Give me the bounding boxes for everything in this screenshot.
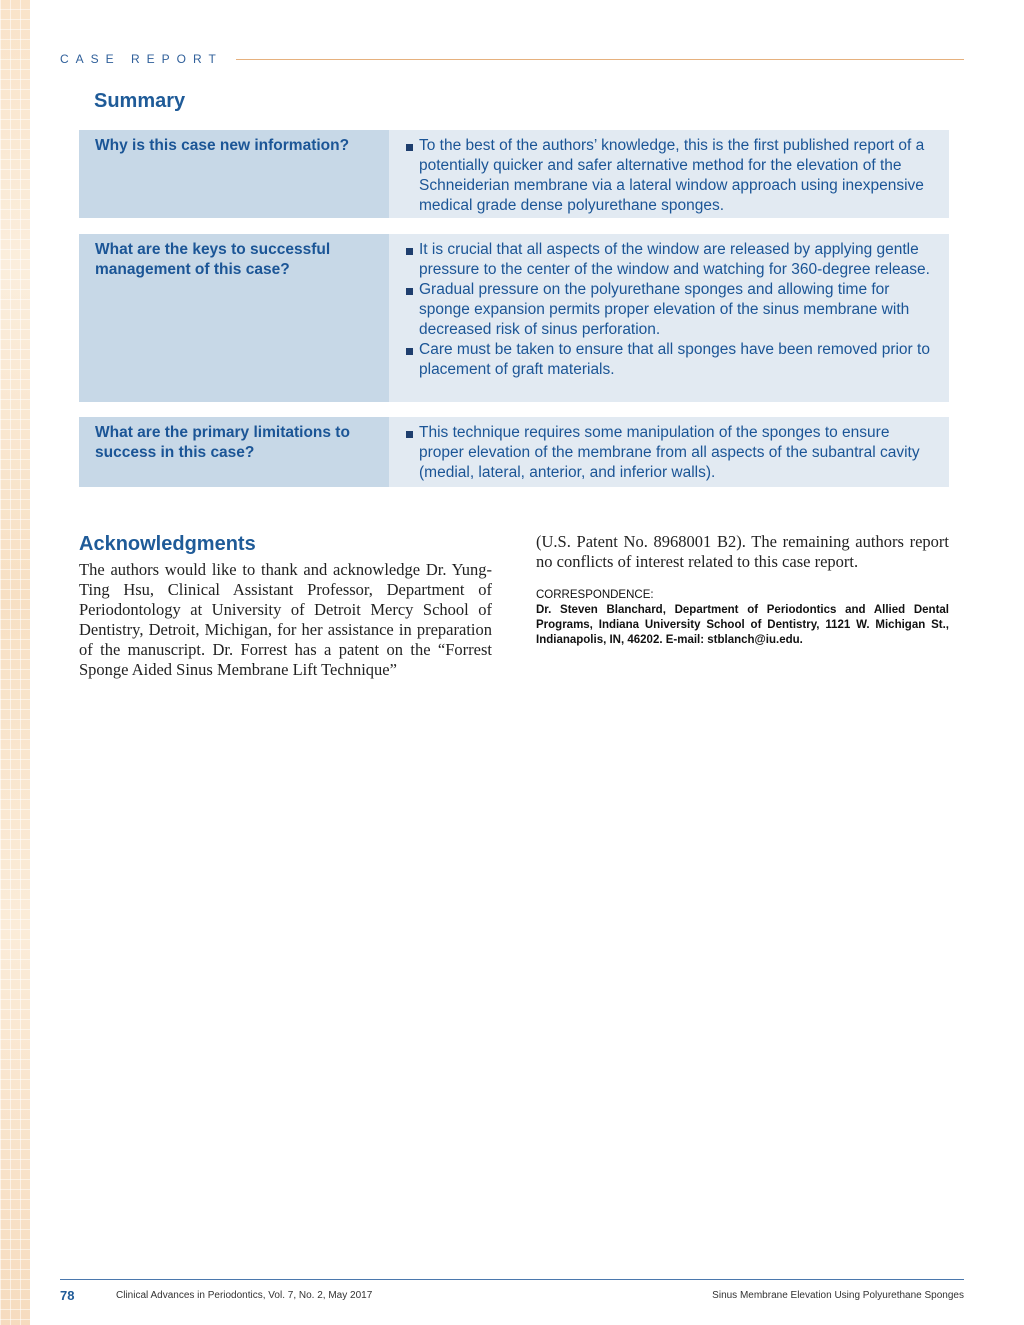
acknowledgments-text-continued: (U.S. Patent No. 8968001 B2). The remaining authors report no conflicts of interest related to this case report. — [536, 532, 949, 571]
summary-row-limitations — [79, 417, 949, 487]
right-column — [536, 532, 949, 648]
acknowledgments-text: The authors would like to thank and acknowledge Dr. Yung-Ting Hsu, Clinical Assistant Professor, Department of Periodontology at University of Detroit Mercy School of Dentistry, Detroit, Michigan, for her assistance in preparation of the manuscript. Dr. Forrest has a patent on the “Forrest Sponge Aided Sinus Membrane Lift Technique” — [79, 560, 492, 679]
summary-bullet: Gradual pressure on the polyurethane sponges and allowing time for sponge expansion permits proper elevation of the sinus membrane with decreased risk of sinus perforation. — [405, 280, 935, 340]
correspondence-text: Dr. Steven Blanchard, Department of Periodontics and Allied Dental Programs, Indiana University School of Dentistry, 1121 W. Michigan St., Indianapolis, IN, 46202. E-mail: stblanch@iu.edu. — [536, 604, 949, 646]
summary-question: What are the primary limitations to success in this case? — [79, 417, 389, 487]
summary-bullet: To the best of the authors’ knowledge, this is the first published report of a potentially quicker and safer alternative method for the elevation of the Schneiderian membrane via a lateral window approach using inexpensive medical grade dense polyurethane sponges. — [405, 136, 935, 216]
acknowledgments-title: Acknowledgments — [79, 533, 256, 555]
summary-answer — [389, 234, 949, 402]
summary-question: Why is this case new information? — [79, 130, 389, 218]
footer-rule — [60, 1279, 964, 1280]
page-number: 78 — [60, 1288, 75, 1303]
summary-question: What are the keys to successful management of this case? — [79, 234, 389, 402]
journal-citation: Clinical Advances in Periodontics, Vol. 7, No. 2, May 2017 — [116, 1290, 373, 1301]
summary-bullet: It is crucial that all aspects of the window are released by applying gentle pressure to the center of the window and watching for 360-degree release. — [405, 240, 935, 280]
summary-title: Summary — [94, 90, 186, 112]
summary-row-keys-to-success — [79, 234, 949, 402]
decorative-side-strip — [0, 0, 30, 1325]
summary-row-new-information — [79, 130, 949, 218]
summary-bullet: Care must be taken to ensure that all sponges have been removed prior to placement of graft materials. — [405, 340, 935, 380]
header-rule — [236, 59, 964, 60]
summary-bullet: This technique requires some manipulation of the sponges to ensure proper elevation of the membrane from all aspects of the subantral cavity (medial, lateral, anterior, and inferior walls). — [405, 423, 935, 483]
correspondence-label: CORRESPONDENCE: — [536, 589, 654, 601]
acknowledgments-section — [79, 533, 492, 680]
article-short-title: Sinus Membrane Elevation Using Polyurethane Sponges — [712, 1290, 964, 1301]
summary-answer — [389, 130, 949, 218]
summary-answer — [389, 417, 949, 487]
running-head: CASE REPORT — [60, 52, 223, 66]
